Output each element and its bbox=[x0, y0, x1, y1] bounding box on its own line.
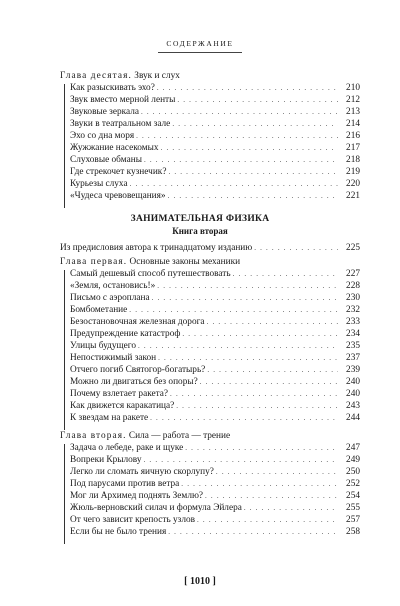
toc-entry[interactable] bbox=[70, 190, 360, 202]
entry-page: 232 bbox=[346, 305, 360, 315]
entry-title: Курьезы слуха bbox=[70, 179, 128, 189]
leader-dots bbox=[216, 466, 338, 478]
entry-title: Задача о лебеде, раке и щуке bbox=[70, 443, 184, 453]
toc-entry[interactable] bbox=[70, 388, 360, 400]
entry-page: 234 bbox=[346, 329, 360, 339]
leader-dots bbox=[157, 82, 338, 94]
book-subtitle: Книга вторая bbox=[172, 226, 228, 236]
entry-title: Жужжание насекомых bbox=[70, 143, 159, 153]
entry-page: 213 bbox=[346, 107, 360, 117]
entry-title: Звуки в театральном зале bbox=[70, 119, 171, 129]
entry-title: Бомбометание bbox=[70, 305, 128, 315]
chapter-heading bbox=[60, 70, 180, 82]
leader-dots bbox=[170, 388, 338, 400]
entry-title: Жюль-верновский силач и формула Эйлера bbox=[70, 503, 242, 513]
entry-title: От чего зависит крепость узлов bbox=[70, 515, 196, 525]
leader-dots bbox=[130, 178, 338, 190]
entry-title: Как движется каракатица? bbox=[70, 401, 175, 411]
leader-dots bbox=[141, 106, 338, 118]
folio-bracket-left: [ bbox=[184, 576, 188, 587]
leader-dots bbox=[205, 490, 338, 502]
section-rule bbox=[64, 444, 65, 544]
entry-title: Почему взлетает ракета? bbox=[70, 389, 169, 399]
entry-title: Под парусами против ветра bbox=[70, 479, 180, 489]
toc-entry[interactable] bbox=[70, 142, 360, 154]
toc-entry[interactable] bbox=[70, 400, 360, 412]
leader-dots bbox=[136, 130, 338, 142]
entry-page: 235 bbox=[346, 341, 360, 351]
leader-dots bbox=[129, 304, 338, 316]
leader-dots bbox=[152, 292, 338, 304]
entry-title: «Земля, остановись!» bbox=[70, 281, 156, 291]
toc-entry[interactable] bbox=[70, 268, 360, 280]
toc-entry[interactable] bbox=[70, 130, 360, 142]
entry-page: 216 bbox=[346, 131, 360, 141]
page-number bbox=[0, 576, 400, 587]
leader-dots bbox=[144, 454, 338, 466]
entry-title: Непостижимый закон bbox=[70, 353, 157, 363]
toc-entry[interactable] bbox=[70, 178, 360, 190]
folio-number: 1010 bbox=[190, 576, 210, 587]
entry-title: Из предисловия автора к тринадцатому изданию bbox=[60, 243, 253, 253]
toc-entry[interactable] bbox=[70, 454, 360, 466]
leader-dots bbox=[168, 190, 338, 202]
toc-entry[interactable] bbox=[70, 352, 360, 364]
toc-entry[interactable] bbox=[70, 376, 360, 388]
entry-title: Письмо с аэроплана bbox=[70, 293, 150, 303]
leader-dots bbox=[233, 268, 338, 280]
entry-page: 227 bbox=[346, 269, 360, 279]
chapter-heading bbox=[60, 256, 240, 268]
entry-title: Вопреки Крылову bbox=[70, 455, 142, 465]
leader-dots bbox=[181, 478, 338, 490]
entry-page: 219 bbox=[346, 167, 360, 177]
entry-title: Как разыскивать эхо? bbox=[70, 83, 155, 93]
toc-entry[interactable] bbox=[70, 292, 360, 304]
chapter-label: Глава десятая. bbox=[60, 71, 132, 81]
toc-entry[interactable] bbox=[70, 526, 360, 538]
toc-entry[interactable] bbox=[70, 514, 360, 526]
leader-dots bbox=[197, 514, 338, 526]
toc-entry[interactable] bbox=[70, 316, 360, 328]
toc-entry[interactable] bbox=[70, 364, 360, 376]
entry-page: 212 bbox=[346, 95, 360, 105]
leader-dots bbox=[200, 376, 338, 388]
header-rule bbox=[158, 52, 242, 53]
entry-page: 218 bbox=[346, 155, 360, 165]
entry-page: 228 bbox=[346, 281, 360, 291]
entry-page: 239 bbox=[346, 365, 360, 375]
toc-entry[interactable] bbox=[70, 154, 360, 166]
leader-dots bbox=[168, 526, 338, 538]
entry-page: 247 bbox=[346, 443, 360, 453]
toc-entry[interactable] bbox=[70, 166, 360, 178]
leader-dots bbox=[207, 316, 338, 328]
leader-dots bbox=[172, 118, 338, 130]
entry-title: К звездам на ракете bbox=[70, 413, 149, 423]
entry-title: Мог ли Архимед поднять Землю? bbox=[70, 491, 204, 501]
chapter-title: Основные законы механики bbox=[129, 257, 241, 267]
entry-title: Слуховые обманы bbox=[70, 155, 142, 165]
leader-dots bbox=[158, 352, 338, 364]
entry-page: 240 bbox=[346, 389, 360, 399]
entry-page: 220 bbox=[346, 179, 360, 189]
chapter-title: Сила — работа — трение bbox=[128, 431, 231, 441]
entry-page: 230 bbox=[346, 293, 360, 303]
entry-page: 214 bbox=[346, 119, 360, 129]
entry-page: 252 bbox=[346, 479, 360, 489]
leader-dots bbox=[177, 94, 338, 106]
toc-entry-preface[interactable] bbox=[60, 242, 360, 254]
toc-entry[interactable] bbox=[70, 340, 360, 352]
entry-title: «Чудеса чревовещания» bbox=[70, 191, 166, 201]
toc-entry[interactable] bbox=[70, 442, 360, 454]
toc-entry[interactable] bbox=[70, 478, 360, 490]
leader-dots bbox=[207, 364, 338, 376]
toc-entry[interactable] bbox=[70, 82, 360, 94]
entry-title: Звук вместо мерной ленты bbox=[70, 95, 176, 105]
entry-title: Звуковые зеркала bbox=[70, 107, 139, 117]
section-rule bbox=[64, 270, 65, 430]
toc-entry[interactable] bbox=[70, 94, 360, 106]
entry-title: Если бы не было трения bbox=[70, 527, 167, 537]
leader-dots bbox=[161, 142, 338, 154]
entry-page: 221 bbox=[346, 191, 360, 201]
leader-dots bbox=[176, 400, 338, 412]
entry-title: Предупреждение катастроф bbox=[70, 329, 181, 339]
entry-title: Улицы будущего bbox=[70, 341, 137, 351]
toc-entry[interactable] bbox=[70, 502, 360, 514]
toc-entry[interactable] bbox=[70, 328, 360, 340]
toc-entry[interactable] bbox=[70, 106, 360, 118]
entry-page: 255 bbox=[346, 503, 360, 513]
entry-title: Легко ли сломать яичную скорлупу? bbox=[70, 467, 214, 477]
entry-page: 217 bbox=[346, 143, 360, 153]
toc-entry[interactable] bbox=[70, 466, 360, 478]
chapter-label: Глава вторая. bbox=[60, 431, 127, 441]
entry-page: 254 bbox=[346, 491, 360, 501]
leader-dots bbox=[182, 328, 338, 340]
entry-page: 249 bbox=[346, 455, 360, 465]
chapter-heading bbox=[60, 430, 230, 442]
entry-title: Безостановочная железная дорога bbox=[70, 317, 205, 327]
entry-page: 258 bbox=[346, 527, 360, 537]
leader-dots bbox=[185, 442, 338, 454]
toc-entry[interactable] bbox=[70, 490, 360, 502]
folio-bracket-right: ] bbox=[212, 576, 216, 587]
toc-entry[interactable] bbox=[70, 304, 360, 316]
section-rule bbox=[64, 84, 65, 208]
entry-title: Отчего погиб Святогор-богатырь? bbox=[70, 365, 206, 375]
leader-dots bbox=[157, 280, 338, 292]
entry-page: 244 bbox=[346, 413, 360, 423]
running-header: СОДЕРЖАНИЕ bbox=[166, 39, 234, 48]
leader-dots bbox=[254, 242, 338, 254]
leader-dots bbox=[144, 154, 338, 166]
entry-page: 257 bbox=[346, 515, 360, 525]
entry-page: 233 bbox=[346, 317, 360, 327]
leader-dots bbox=[168, 166, 338, 178]
entry-page: 225 bbox=[346, 243, 360, 253]
entry-page: 237 bbox=[346, 353, 360, 363]
entry-page: 243 bbox=[346, 401, 360, 411]
entry-title: Где стрекочет кузнечик? bbox=[70, 167, 167, 177]
toc-entry[interactable] bbox=[70, 412, 360, 424]
leader-dots bbox=[150, 412, 338, 424]
entry-page: 240 bbox=[346, 377, 360, 387]
chapter-title: Звук и слух bbox=[134, 71, 180, 81]
entry-title: Эхо со дна моря bbox=[70, 131, 135, 141]
entry-page: 250 bbox=[346, 467, 360, 477]
toc-entry[interactable] bbox=[70, 280, 360, 292]
leader-dots bbox=[244, 502, 338, 514]
entry-page: 210 bbox=[346, 83, 360, 93]
entry-title: Самый дешевый способ путешествовать bbox=[70, 269, 231, 279]
toc-entry[interactable] bbox=[70, 118, 360, 130]
entry-title: Можно ли двигаться без опоры? bbox=[70, 377, 198, 387]
book-title: ЗАНИМАТЕЛЬНАЯ ФИЗИКА bbox=[130, 214, 270, 224]
leader-dots bbox=[138, 340, 338, 352]
chapter-label: Глава первая. bbox=[60, 257, 128, 267]
